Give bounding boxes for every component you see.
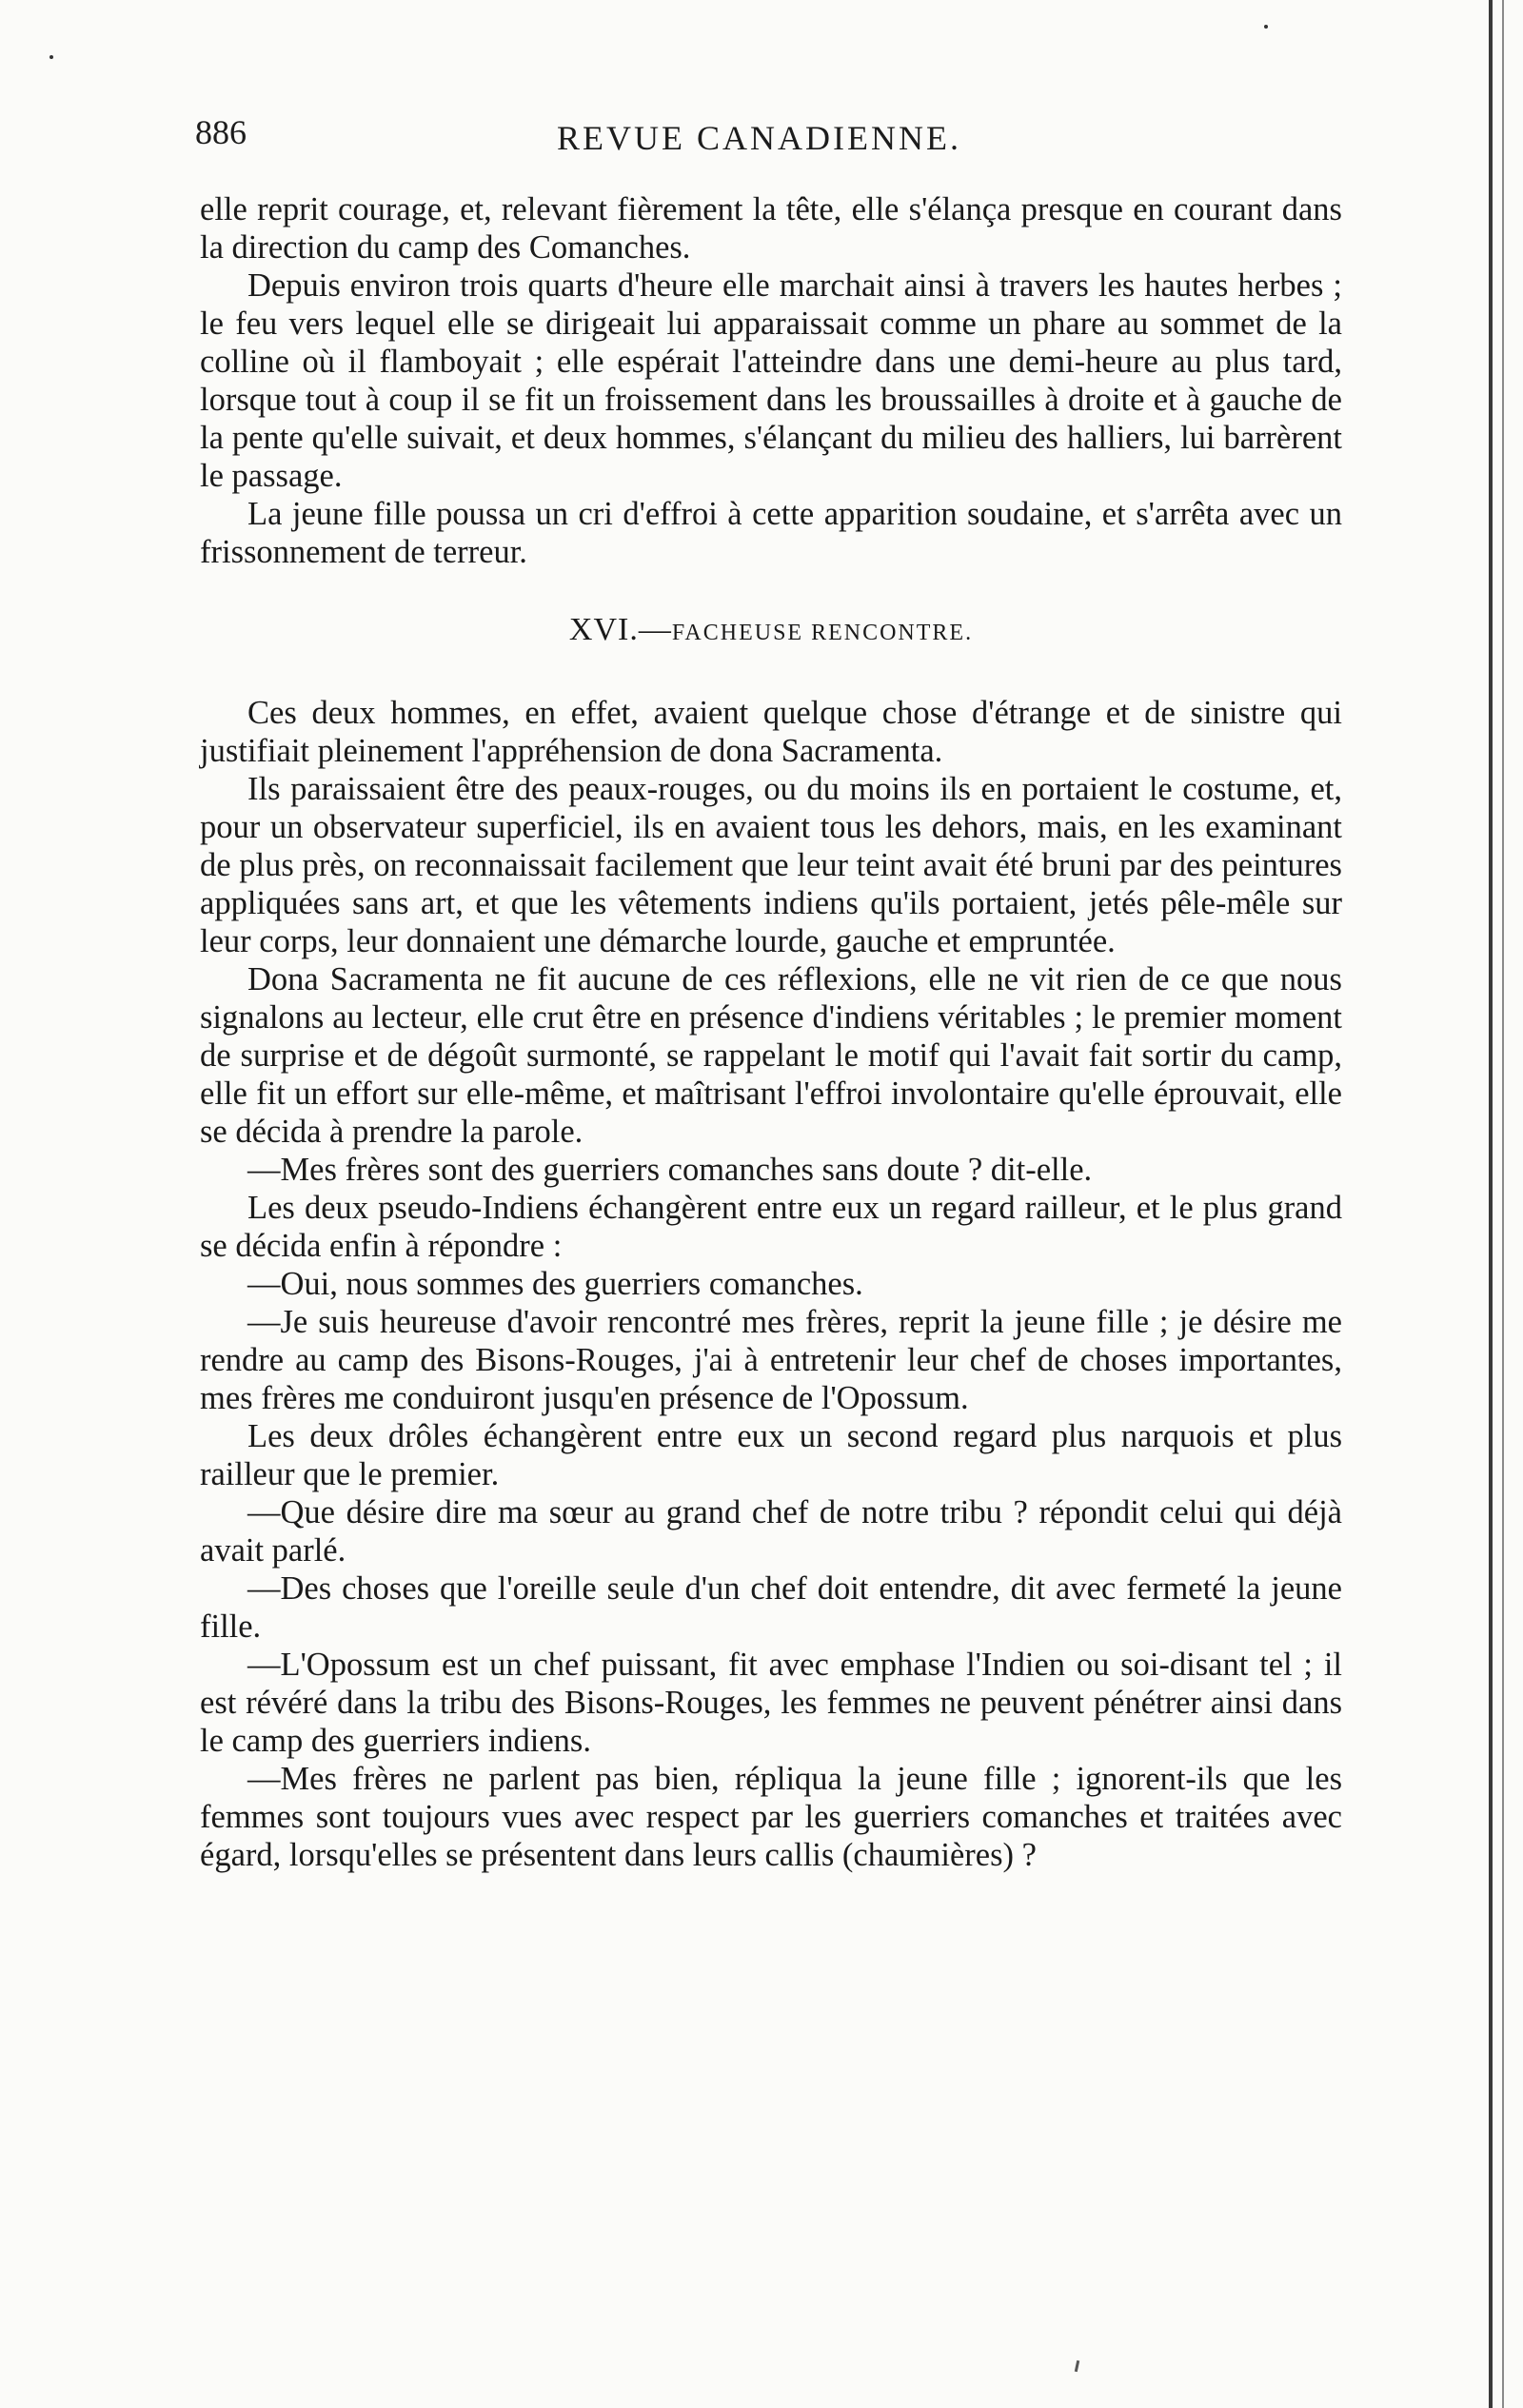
running-title: REVUE CANADIENNE.	[557, 119, 961, 157]
section-heading	[200, 611, 1342, 652]
page-gutter-shadow	[1502, 0, 1504, 2408]
dialogue-line: —Je suis heureuse d'avoir rencontré mes frères, reprit la jeune fille ; je désire me rendre au camp des Bisons-Rouges, j'ai à entretenir leur chef de choses importantes, mes frères me conduiront jusqu'en présence de l'Opossum.	[200, 1304, 1342, 1416]
page-header	[195, 112, 1347, 160]
dialogue-line: —Que désire dire ma sœur au grand chef de notre tribu ? répondit celui qui déjà avait parlé.	[200, 1494, 1342, 1569]
paragraph: La jeune fille poussa un cri d'effroi à cette apparition soudaine, et s'arrêta avec un frissonnement de terreur.	[200, 496, 1342, 570]
paragraph: Les deux drôles échangèrent entre eux un second regard plus narquois et plus railleur que le premier.	[200, 1418, 1342, 1492]
page-number: 886	[195, 113, 247, 151]
article-body	[200, 190, 1342, 1874]
paragraph: Dona Sacramenta ne fit aucune de ces réflexions, elle ne vit rien de ce que nous signalons au lecteur, elle crut être en présence d'indiens véritables ; le premier moment de surprise et de dégoût surmonté, se rappelant le motif qui l'avait fait sortir du camp, elle fit un effort sur elle-même, et maîtrisant l'effroi involontaire qu'elle éprouvait, elle se décida à prendre la parole.	[200, 961, 1342, 1150]
dialogue-line: —Des choses que l'oreille seule d'un chef doit entendre, dit avec fermeté la jeune fille.	[200, 1570, 1342, 1645]
paragraph: elle reprit courage, et, relevant fièrement la tête, elle s'élança presque en courant dans la direction du camp des Comanches.	[200, 191, 1342, 266]
section-title: FACHEUSE RENCONTRE.	[671, 621, 974, 645]
scan-speck	[1264, 25, 1268, 29]
dialogue-line: —Mes frères ne parlent pas bien, répliqua la jeune fille ; ignorent-ils que les femmes sont toujours vues avec respect par les guerriers comanches et traitées avec égard, lorsqu'elles se présentent dans leurs callis (chaumières) ?	[200, 1761, 1342, 1873]
section-number: XVI.—	[568, 612, 672, 647]
paragraph: Ces deux hommes, en effet, avaient quelque chose d'étrange et de sinistre qui justifiait pleinement l'appréhension de dona Sacramenta.	[200, 695, 1342, 769]
dialogue-line: —Mes frères sont des guerriers comanches sans doute ? dit-elle.	[247, 1152, 1093, 1188]
dialogue-line: —Oui, nous sommes des guerriers comanches.	[247, 1266, 863, 1302]
scan-speck	[49, 55, 53, 59]
paragraph: Depuis environ trois quarts d'heure elle marchait ainsi à travers les hautes herbes ; le feu vers lequel elle se dirigeait lui apparaissait comme un phare au sommet de la colline où il flamboyait ; elle espérait l'atteindre dans une demi-heure au plus tard, lorsque tout à coup il se fit un froissement dans les broussailles à droite et à gauche de la pente qu'elle suivait, et deux hommes, s'élançant du milieu des halliers, lui barrèrent le passage.	[200, 267, 1342, 494]
paragraph: Ils paraissaient être des peaux-rouges, ou du moins ils en portaient le costume, et, pour un observateur superficiel, ils en avaient tous les dehors, mais, en les examinant de plus près, on reconnaissait facilement que leur teint avait été bruni par des peintures appliquées sans art, et que les vêtements indiens qu'ils portaient, jetés pêle-mêle sur leur corps, leur donnaient une démarche lourde, gauche et empruntée.	[200, 771, 1342, 959]
page-gutter-edge	[1489, 0, 1493, 2408]
paragraph: Les deux pseudo-Indiens échangèrent entre eux un regard railleur, et le plus grand se décida enfin à répondre :	[200, 1190, 1342, 1264]
dialogue-line: —L'Opossum est un chef puissant, fit avec emphase l'Indien ou soi-disant tel ; il est révéré dans la tribu des Bisons-Rouges, les femmes ne peuvent pénétrer ainsi dans le camp des guerriers indiens.	[200, 1647, 1342, 1759]
scan-mark	[1075, 2360, 1079, 2372]
